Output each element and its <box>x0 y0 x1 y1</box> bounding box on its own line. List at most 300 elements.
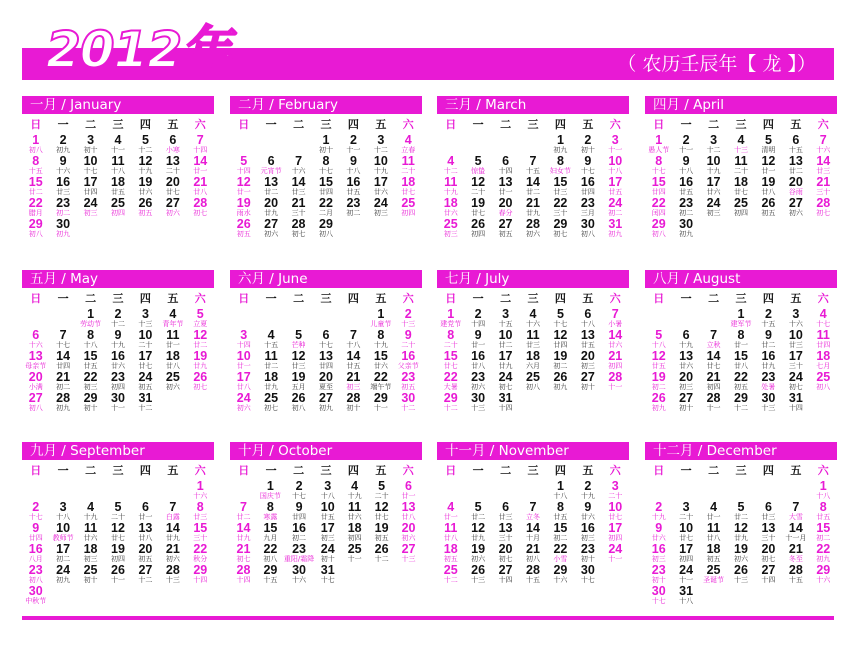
day-cell <box>782 350 809 371</box>
day-number: 26 <box>471 563 486 577</box>
bottom-divider <box>22 616 834 620</box>
day-number: 6 <box>322 328 330 342</box>
day-cell <box>727 197 754 218</box>
day-cell <box>77 350 104 371</box>
weekday-label: 四 <box>554 118 566 131</box>
day-number: 29 <box>816 563 831 577</box>
day-cell <box>22 350 49 371</box>
day-number: 19 <box>734 542 748 556</box>
day-number: 4 <box>737 133 745 147</box>
lunar-date-label: 十一 <box>608 146 623 154</box>
day-number: 13 <box>498 521 513 535</box>
day-number: 21 <box>56 370 71 384</box>
day-cell <box>700 176 727 197</box>
day-number: 3 <box>792 307 800 321</box>
day-cell <box>77 329 104 350</box>
day-number: 14 <box>816 154 831 168</box>
day-number: 9 <box>682 154 690 168</box>
lunar-date-label: 十八 <box>679 167 694 175</box>
lunar-date-label: 初六 <box>165 209 180 217</box>
day-cell <box>727 543 754 564</box>
lunar-date-label: 十六 <box>816 146 831 154</box>
lunar-date-label: 廿八 <box>193 188 208 196</box>
lunar-date-label: 初四 <box>401 209 416 217</box>
lunar-date-label: 十七 <box>318 167 333 175</box>
lunar-date-label: 初三 <box>651 555 666 563</box>
day-number: 25 <box>816 370 831 384</box>
day-cell <box>341 480 368 501</box>
lunar-date-label: 十六 <box>553 576 568 584</box>
lunar-date-label: 廿三 <box>193 513 208 521</box>
day-cell <box>340 197 367 218</box>
lunar-date-label: 初三 <box>320 534 335 542</box>
day-number: 20 <box>679 370 694 384</box>
day-cell <box>437 564 464 585</box>
day-cell <box>340 350 367 371</box>
day-number: 23 <box>292 542 306 556</box>
day-number: 21 <box>526 196 540 210</box>
lunar-date-label: 初六 <box>525 230 540 238</box>
lunar-date-label: 三十 <box>193 534 208 542</box>
lunar-date-label: 初五 <box>236 230 251 238</box>
lunar-date-label: 廿六 <box>608 341 623 349</box>
lunar-date-label: 三十 <box>761 534 776 542</box>
day-cell <box>700 543 727 564</box>
lunar-date-label: 十八 <box>553 492 568 500</box>
day-cell <box>104 308 131 329</box>
day-number: 2 <box>584 479 592 493</box>
day-number: 28 <box>346 391 361 405</box>
day-cell <box>187 197 214 218</box>
lunar-date-label: 廿二 <box>733 513 748 521</box>
day-number: 28 <box>193 196 208 210</box>
day-cell <box>22 155 49 176</box>
lunar-date-label: 二十 <box>165 167 180 175</box>
day-cell <box>312 350 339 371</box>
day-number: 27 <box>761 563 776 577</box>
day-cell <box>132 155 159 176</box>
day-number: 4 <box>710 500 718 514</box>
day-number: 26 <box>138 196 153 210</box>
day-cell <box>700 501 727 522</box>
lunar-date-label: 初八 <box>816 383 831 391</box>
weekday-label: 日 <box>653 464 665 477</box>
day-cell <box>547 350 574 371</box>
lunar-date-label: 廿四 <box>292 513 307 521</box>
day-cell <box>464 392 491 413</box>
weekday-label: 一 <box>680 118 692 131</box>
day-number: 11 <box>348 500 362 514</box>
lunar-date-label: 廿九 <box>193 362 208 370</box>
day-number: 26 <box>553 370 568 384</box>
lunar-date-label: 初四 <box>471 230 486 238</box>
day-number: 20 <box>165 175 180 189</box>
day-cell <box>104 134 131 155</box>
weekday-row <box>22 292 214 306</box>
lunar-date-label: 初九 <box>651 404 666 412</box>
lunar-date-label: 十九 <box>651 513 666 521</box>
day-number: 20 <box>498 196 513 210</box>
weekday-label: 日 <box>445 464 457 477</box>
day-cell <box>492 350 519 371</box>
weekday-label: 一 <box>57 292 69 305</box>
lunar-date-label: 立春 <box>401 146 416 154</box>
lunar-date-label: 廿九 <box>264 209 279 217</box>
lunar-date-label: 廿一 <box>733 341 748 349</box>
day-cell <box>159 371 186 392</box>
lunar-date-label: 初七 <box>816 209 831 217</box>
day-cell <box>672 134 699 155</box>
day-number: 2 <box>404 307 412 321</box>
day-cell <box>464 564 491 585</box>
day-cell <box>341 543 368 564</box>
day-cell <box>672 218 699 239</box>
day-cell <box>782 197 809 218</box>
day-cell <box>104 522 131 543</box>
day-cell <box>782 371 809 392</box>
weekday-label: 五 <box>375 292 387 305</box>
day-cell <box>49 350 76 371</box>
day-grid <box>22 480 214 606</box>
month-block <box>230 270 422 413</box>
day-grid <box>437 480 629 585</box>
lunar-date-label: 十七 <box>318 341 333 349</box>
lunar-date-label: 廿四 <box>553 341 568 349</box>
lunar-date-label: 立夏 <box>193 320 208 328</box>
day-number: 11 <box>111 154 125 168</box>
day-cell <box>700 392 727 413</box>
day-number: 1 <box>87 307 95 321</box>
lunar-date-label: 初三 <box>346 383 361 391</box>
lunar-date-label: 白露 <box>165 513 180 521</box>
lunar-date-label: 十七 <box>320 576 335 584</box>
day-cell <box>257 522 284 543</box>
day-cell <box>285 218 312 239</box>
day-number: 9 <box>59 154 67 168</box>
lunar-date-label: 初六 <box>165 555 180 563</box>
lunar-date-label: 初七 <box>788 383 803 391</box>
lunar-date-label: 廿六 <box>347 513 362 521</box>
day-grid <box>437 308 629 413</box>
lunar-date-label: 初三 <box>580 534 595 542</box>
day-number: 31 <box>138 391 153 405</box>
day-cell <box>368 480 395 501</box>
lunar-date-label: 廿七 <box>138 362 153 370</box>
weekday-row <box>230 464 422 478</box>
lunar-date-label: 廿四 <box>816 341 831 349</box>
day-cell <box>492 308 519 329</box>
day-cell <box>187 501 214 522</box>
day-cell <box>602 197 629 218</box>
lunar-date-label: 二十 <box>401 167 416 175</box>
day-cell <box>645 501 672 522</box>
weekday-label: 六 <box>194 464 206 477</box>
lunar-date-label: 十八 <box>608 167 623 175</box>
lunar-date-label: 初七 <box>291 230 306 238</box>
weekday-label: 日 <box>653 118 665 131</box>
lunar-date-label: 十二 <box>138 576 153 584</box>
lunar-date-label: 愚人节 <box>648 146 670 154</box>
lunar-date-label: 十三 <box>165 576 180 584</box>
day-number: 12 <box>236 175 251 189</box>
day-cell <box>22 522 49 543</box>
lunar-date-label: 小暑 <box>608 320 623 328</box>
day-number: 9 <box>404 328 412 342</box>
day-number: 14 <box>788 521 803 535</box>
day-number: 30 <box>292 563 306 577</box>
weekday-label: 二 <box>708 118 720 131</box>
lunar-date-label: 二十 <box>110 513 125 521</box>
empty-cell <box>782 480 809 501</box>
day-number: 11 <box>444 175 458 189</box>
lunar-date-label: 初四 <box>608 362 623 370</box>
lunar-date-label: 十七 <box>580 167 595 175</box>
lunar-date-label: 建军节 <box>730 320 752 328</box>
lunar-date-label: 廿七 <box>608 513 623 521</box>
lunar-date-label: 初三 <box>580 362 595 370</box>
day-number: 27 <box>498 217 513 231</box>
day-number: 1 <box>32 133 40 147</box>
day-number: 19 <box>651 370 666 384</box>
day-cell <box>230 522 257 543</box>
weekday-row <box>437 118 629 132</box>
day-cell <box>395 543 422 564</box>
day-cell <box>782 155 809 176</box>
day-cell <box>574 371 601 392</box>
lunar-date-label: 十四 <box>788 404 803 412</box>
lunar-date-label: 初二 <box>56 555 71 563</box>
day-cell <box>672 176 699 197</box>
lunar-date-label: 十四 <box>193 146 208 154</box>
day-number: 31 <box>320 563 335 577</box>
day-number: 24 <box>138 370 153 384</box>
lunar-date-label: 初五 <box>138 383 153 391</box>
day-number: 14 <box>291 175 306 189</box>
day-cell <box>492 218 519 239</box>
empty-cell <box>77 480 104 501</box>
day-number: 8 <box>377 328 385 342</box>
weekday-label: 五 <box>375 118 387 131</box>
lunar-date-label: 初十 <box>651 576 666 584</box>
day-cell <box>645 543 672 564</box>
lunar-date-label: 初四 <box>608 534 623 542</box>
lunar-date-label: 十五 <box>525 576 540 584</box>
weekday-label: 一 <box>265 292 277 305</box>
lunar-date-label: 十七 <box>580 576 595 584</box>
day-cell <box>547 176 574 197</box>
day-number: 8 <box>266 500 274 514</box>
day-number: 19 <box>761 175 776 189</box>
lunar-date-label: 初十 <box>83 404 98 412</box>
lunar-date-label: 廿六 <box>373 188 388 196</box>
day-cell <box>547 371 574 392</box>
day-number: 20 <box>138 542 153 556</box>
day-cell <box>257 155 284 176</box>
day-number: 28 <box>165 563 180 577</box>
day-number: 23 <box>471 370 486 384</box>
day-number: 27 <box>580 370 595 384</box>
lunar-date-label: 廿五 <box>346 188 361 196</box>
lunar-date-label: 初八 <box>318 230 333 238</box>
day-cell <box>547 480 574 501</box>
day-cell <box>672 543 699 564</box>
day-number: 16 <box>401 349 416 363</box>
day-cell <box>367 392 394 413</box>
lunar-date-label: 初二 <box>346 209 361 217</box>
lunar-date-label: 廿四 <box>83 188 98 196</box>
day-number: 24 <box>498 370 513 384</box>
day-cell <box>49 501 76 522</box>
day-cell <box>519 308 546 329</box>
month-header: 二月 / February <box>230 96 422 114</box>
weekday-label: 五 <box>790 118 802 131</box>
day-number: 23 <box>111 370 125 384</box>
day-cell <box>49 134 76 155</box>
day-cell <box>312 197 339 218</box>
day-number: 31 <box>608 217 623 231</box>
weekday-label: 六 <box>194 292 206 305</box>
day-number: 5 <box>737 500 745 514</box>
day-number: 16 <box>346 175 361 189</box>
day-cell <box>810 308 837 329</box>
day-cell <box>727 564 754 585</box>
day-cell <box>314 522 341 543</box>
day-number: 9 <box>349 154 357 168</box>
empty-cell <box>437 480 464 501</box>
day-number: 26 <box>236 217 251 231</box>
day-cell <box>230 371 257 392</box>
day-number: 19 <box>291 370 306 384</box>
lunar-date-label: 廿一 <box>193 167 208 175</box>
day-number: 20 <box>580 349 595 363</box>
day-number: 26 <box>734 563 748 577</box>
month-block <box>22 442 214 606</box>
lunar-date-label: 十五 <box>263 576 278 584</box>
lunar-date-label: 廿一 <box>471 341 486 349</box>
day-cell <box>437 543 464 564</box>
day-number: 7 <box>349 328 357 342</box>
lunar-date-label: 初六 <box>401 534 416 542</box>
lunar-date-label: 初七 <box>193 209 208 217</box>
lunar-date-label: 十一 <box>110 404 125 412</box>
day-cell <box>645 218 672 239</box>
day-cell <box>755 522 782 543</box>
day-cell <box>367 155 394 176</box>
day-cell <box>104 329 131 350</box>
day-number: 4 <box>114 133 122 147</box>
day-cell <box>810 501 837 522</box>
day-cell <box>437 308 464 329</box>
day-number: 26 <box>374 542 389 556</box>
day-number: 24 <box>788 370 803 384</box>
day-number: 7 <box>295 154 303 168</box>
day-number: 24 <box>706 196 721 210</box>
day-number: 25 <box>111 196 125 210</box>
day-cell <box>284 480 314 501</box>
day-number: 28 <box>526 217 540 231</box>
day-number: 29 <box>193 563 208 577</box>
lunar-date-label: 初十 <box>83 146 98 154</box>
day-number: 25 <box>526 370 540 384</box>
day-cell <box>187 350 214 371</box>
lunar-date-label: 十二 <box>443 404 458 412</box>
day-cell <box>187 543 214 564</box>
day-number: 13 <box>401 500 416 514</box>
weekday-row <box>645 292 837 306</box>
weekday-label: 三 <box>112 118 124 131</box>
lunar-date-label: 初九 <box>56 404 71 412</box>
day-cell <box>700 155 727 176</box>
lunar-date-label: 十六 <box>56 167 71 175</box>
day-number: 10 <box>236 349 251 363</box>
lunar-date-label: 初二 <box>292 534 307 542</box>
day-grid <box>22 308 214 413</box>
day-cell <box>782 543 809 564</box>
lunar-date-label: 十九 <box>706 167 721 175</box>
lunar-date-label: 初三 <box>679 383 694 391</box>
day-cell <box>340 392 367 413</box>
lunar-date-label: 十九 <box>679 341 694 349</box>
day-number: 17 <box>706 175 721 189</box>
month-block <box>230 96 422 239</box>
day-cell <box>782 564 809 585</box>
lunar-date-label: 十七 <box>292 492 307 500</box>
weekday-label: 六 <box>817 118 829 131</box>
empty-cell <box>104 480 131 501</box>
day-cell <box>230 329 257 350</box>
day-number: 12 <box>651 349 666 363</box>
day-number: 15 <box>28 175 43 189</box>
day-cell <box>519 329 546 350</box>
month-header: 一月 / January <box>22 96 214 114</box>
day-number: 10 <box>373 154 388 168</box>
weekday-label: 四 <box>139 292 151 305</box>
lunar-date-label: 谷雨 <box>788 188 803 196</box>
lunar-date-label: 十九 <box>580 492 595 500</box>
day-cell <box>284 543 314 564</box>
lunar-date-label: 初五 <box>733 383 748 391</box>
day-number: 8 <box>556 154 564 168</box>
lunar-date-label: 廿一 <box>165 341 180 349</box>
day-number: 2 <box>682 133 690 147</box>
lunar-date-label: 二十 <box>443 341 458 349</box>
lunar-date-label: 廿六 <box>651 534 666 542</box>
day-number: 2 <box>59 133 67 147</box>
lunar-date-label: 初九 <box>679 230 694 238</box>
day-cell <box>672 155 699 176</box>
day-cell <box>22 329 49 350</box>
day-cell <box>602 176 629 197</box>
day-number: 9 <box>655 521 663 535</box>
day-cell <box>492 522 519 543</box>
empty-cell <box>645 480 672 501</box>
lunar-date-label: 初二 <box>816 534 831 542</box>
lunar-date-label: 十六 <box>292 576 307 584</box>
lunar-date-label: 青年节 <box>162 320 184 328</box>
day-cell <box>437 329 464 350</box>
day-number: 12 <box>553 328 568 342</box>
lunar-date-label: 初五 <box>138 209 153 217</box>
day-cell <box>257 564 284 585</box>
page-title: 2012年 <box>46 21 231 79</box>
lunar-date-label: 初二 <box>679 209 694 217</box>
lunar-date-label: 十五 <box>788 146 803 154</box>
day-number: 4 <box>529 307 537 321</box>
day-cell <box>437 218 464 239</box>
lunar-date-label: 母亲节 <box>25 362 47 370</box>
empty-cell <box>437 134 464 155</box>
lunar-date-label: 立冬 <box>525 513 540 521</box>
